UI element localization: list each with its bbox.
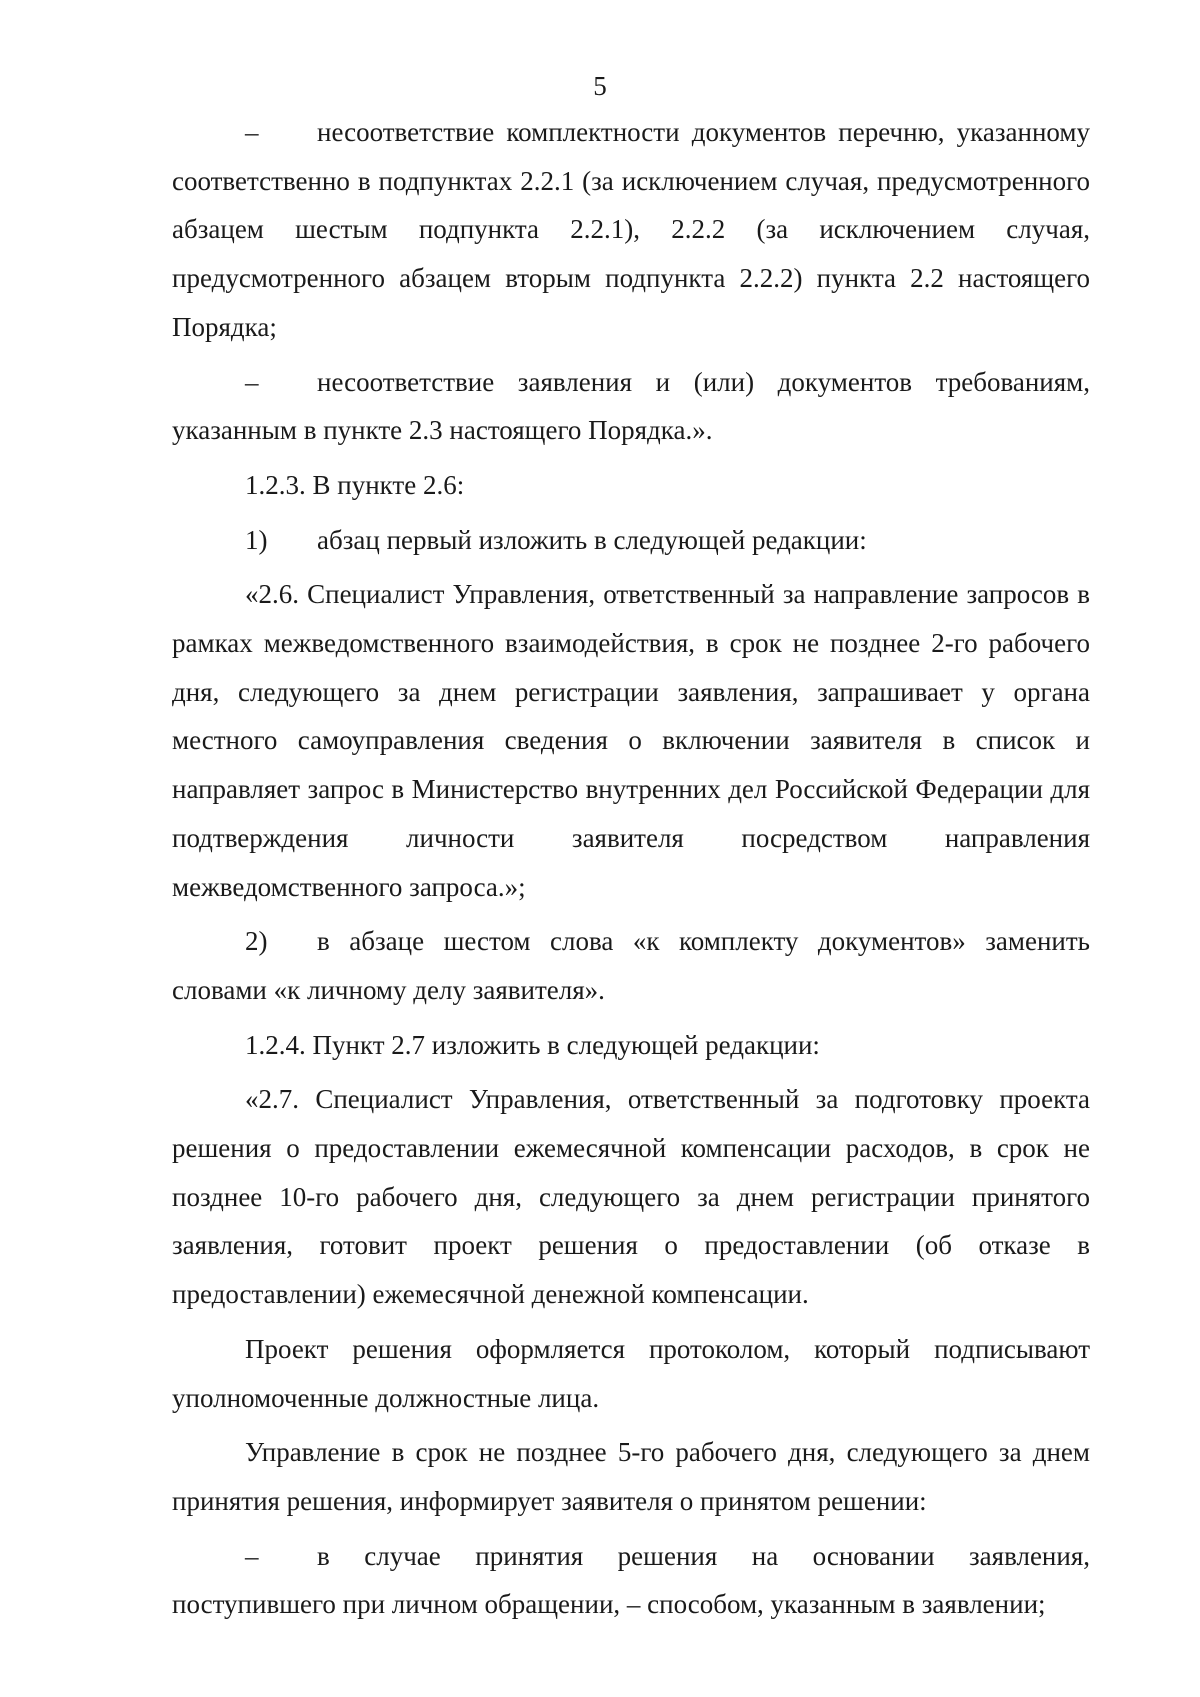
paragraph-list-item xyxy=(172,108,1090,352)
page-number: 5 xyxy=(593,71,607,101)
paragraph-quote: «2.6. Специалист Управления, ответственный за направление запросов в рамках межведомственного взаимодействия, в срок не позднее 2-го рабочего дня, следующего за днем регистрации заявления, запрашивает у органа местного самоуправления сведения о включении заявителя в список и направляет запрос в Министерство внутренних дел Российской Федерации для подтверждения личности заявителя посредством направления межведомственного запроса.»; xyxy=(172,579,1090,902)
paragraph-numbered-item xyxy=(172,516,1090,565)
dash-marker: – xyxy=(245,366,259,397)
document-body xyxy=(172,108,1090,1629)
paragraph-text: несоответствие комплектности документов перечню, указанному соответственно в подпунктах 2.2.1 (за исключением случая, предусмотренного абзацем шестым подпункта 2.2.1), 2.2.2 (за исключением случая, предусмотренного абзацем вторым подпункта 2.2.2) пункта 2.2 настоящего Порядка; xyxy=(172,117,1090,342)
dash-marker: – xyxy=(245,117,259,147)
paragraph-numbered-item xyxy=(172,917,1090,1014)
paragraph-text: в случае принятия решения на основании заявления, поступившего при личном обращении, – способом, указанным в заявлении; xyxy=(172,1540,1090,1620)
paragraph-list-item xyxy=(172,358,1090,455)
paragraph-body: Управление в срок не позднее 5-го рабочего дня, следующего за днем принятия решения, информирует заявителя о принятом решении: xyxy=(172,1437,1090,1516)
paragraph-list-item xyxy=(172,1532,1090,1629)
paragraph-text: абзац первый изложить в следующей редакции: xyxy=(317,524,867,555)
paragraph-text: в абзаце шестом слова «к комплекту документов» заменить словами «к личному делу заявителя». xyxy=(172,926,1090,1005)
number-marker: 1) xyxy=(245,524,268,555)
paragraph-body: Проект решения оформляется протоколом, который подписывают уполномоченные должностные лица. xyxy=(172,1333,1090,1413)
paragraph-heading: 1.2.3. В пункте 2.6: xyxy=(245,469,465,500)
paragraph-heading: 1.2.4. Пункт 2.7 изложить в следующей редакции: xyxy=(245,1029,820,1060)
dash-marker: – xyxy=(245,1540,259,1571)
paragraph-quote: «2.7. Специалист Управления, ответственный за подготовку проекта решения о предоставлении ежемесячной компенсации расходов, в срок не позднее 10-го рабочего дня, следующего за днем регистрации принятого заявления, готовит проект решения о предоставлении (об отказе в предоставлении) ежемесячной денежной компенсации. xyxy=(172,1084,1090,1310)
number-marker: 2) xyxy=(245,926,268,957)
paragraph-text: несоответствие заявления и (или) документов требованиям, указанным в пункте 2.3 настоящего Порядка.». xyxy=(172,366,1090,446)
